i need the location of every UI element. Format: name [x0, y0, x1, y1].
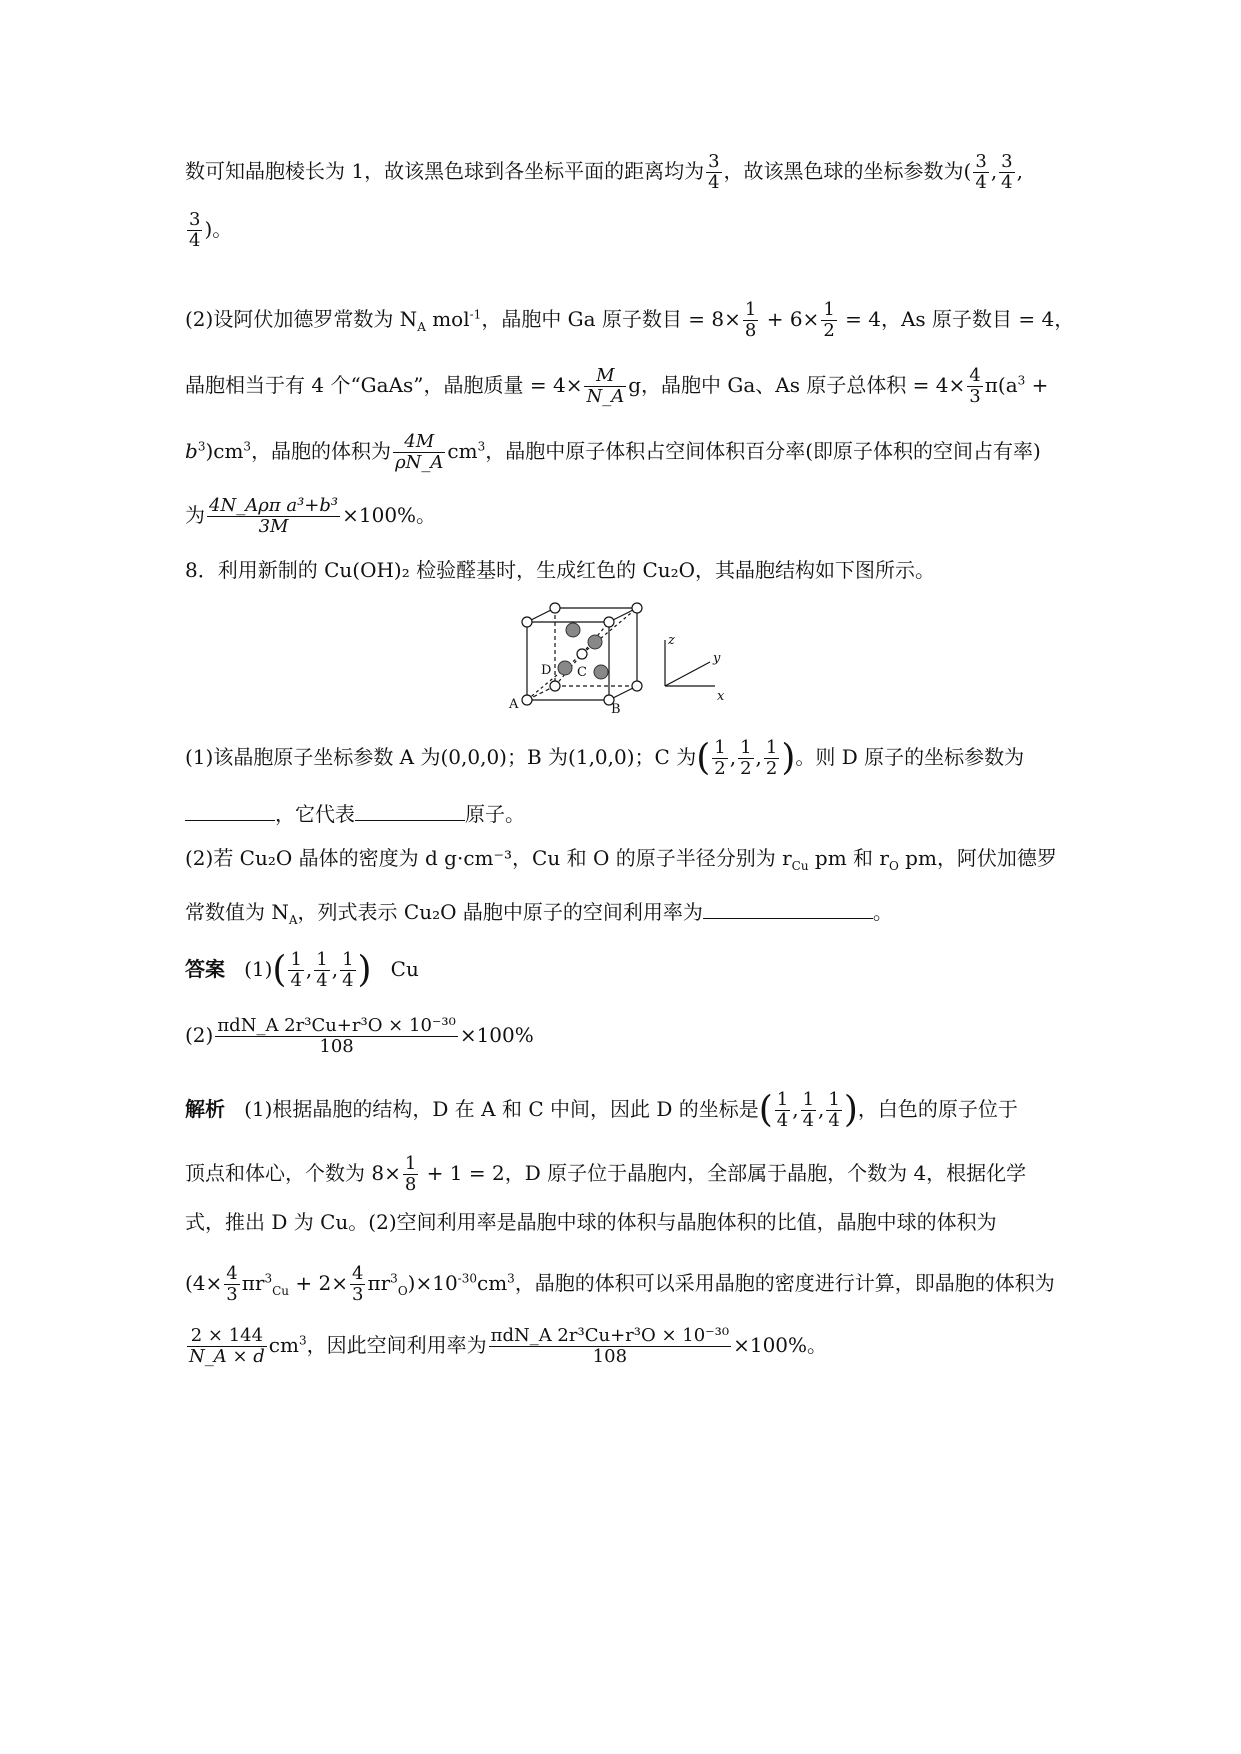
question-8: 8．利用新制的 Cu(OH)₂ 检验醛基时，生成红色的 Cu₂O，其晶胞结构如下图所示。	[185, 558, 936, 582]
fraction: $\frac{3}{4}$	[1001, 151, 1013, 193]
fraction: $\frac{4}{3}$	[969, 365, 981, 407]
q8-part1-blanks: ，它代表 原子。	[185, 800, 1065, 828]
fraction: $\frac{M}{N\_A}$	[586, 365, 625, 407]
axis-label-x: x	[717, 689, 725, 704]
explanation-line-1: 解析 (1)根据晶胞的结构，D 在 A 和 C 中间，因此 D 的坐标是( $\frac{1}{4}$ , $\frac{1}{4}$ , $\frac{1}{4}$ )，白色的原子位于	[185, 1089, 1018, 1131]
q8-part2-line2: 常数值为 $N_A$，列式表示 Cu₂O 晶胞中原子的空间利用率为 。	[185, 900, 893, 927]
crystal-cell-figure	[505, 600, 745, 718]
answer-blank[interactable]	[355, 802, 465, 821]
axis-label-y: y	[713, 651, 721, 666]
fraction: $\frac{4M}{\rho N\_A}$	[395, 431, 444, 473]
text-line-3: (2)设阿伏加德罗常数为 $N_A$ mol$^{-1}$，晶胞中 Ga 原子数目 = 8× $\frac{1}{8}$ + 6× $\frac{1}{2}$ = 4，As 原子数目 = 4，	[185, 299, 1075, 341]
answer-line-1: 答案 (1)( $\frac{1}{4}$ , $\frac{1}{4}$ , $\frac{1}{4}$ ) Cu	[185, 949, 419, 991]
axis-label-z: z	[668, 633, 675, 648]
label-B: B	[611, 702, 621, 717]
label-A: A	[509, 697, 519, 712]
q8-part1: (1)该晶胞原子坐标参数 A 为(0,0,0)；B 为(1,0,0)；C 为( $\frac{1}{2}$ , $\frac{1}{2}$ , $\frac{1}{2}$ )。则 D 原子的坐标参数为	[185, 737, 1025, 779]
text: 数可知晶胞棱长为 1，故该黑色球到各坐标平面的距离均为	[185, 159, 705, 183]
explanation-line-3: 式，推出 D 为 Cu。(2)空间利用率是晶胞中球的体积与晶胞体积的比值，晶胞中球的体积为	[185, 1210, 997, 1234]
fraction: $\frac{1}{8}$	[744, 299, 757, 341]
q8-part2: (2)若 Cu₂O 晶体的密度为 d g·cm⁻³，Cu 和 O 的原子半径分别为 $r_{Cu}$ pm 和 $r_O$ pm，阿伏加德罗	[185, 846, 1057, 873]
fraction: $\frac{3}{4}$	[189, 209, 201, 251]
text-line-6: 为 $\frac{\text{4N\_Aρπ a³+b³}}{3M}$ ×100%。	[185, 495, 437, 537]
answer-blank[interactable]	[703, 900, 873, 919]
text-line-5: $b^3)cm^3$，晶胞的体积为 $\frac{4M}{\rho N\_A}$ $cm^3$，晶胞中原子体积占空间体积百分率(即原子体积的空间占有率)	[185, 431, 1041, 473]
explanation-line-4: (4× $\frac{4}{3}$ $\pi r^3_{Cu} + 2\times$ $\frac{4}{3}$ $\pi r^3_O)\times 10^{-30}cm^3$，晶胞的体积可以采用晶胞的密度进行计算，即晶胞的体积为	[185, 1263, 1055, 1305]
answer-blank[interactable]	[185, 802, 275, 821]
fraction: $\frac{1}{2}$	[823, 299, 835, 341]
text-line-2	[185, 210, 1065, 251]
label-D: D	[541, 663, 552, 678]
text: ，故该黑色球的坐标参数为(	[723, 159, 972, 183]
fraction: $\frac{\text{4N\_Aρπ a³+b³}}{3M}$	[209, 495, 339, 537]
text: )。	[204, 217, 233, 241]
label-C: C	[577, 665, 587, 680]
text-line-1: 数可知晶胞棱长为 1，故该黑色球到各坐标平面的距离均为 $\frac{3}{4}$ ，故该黑色球的坐标参数为( $\frac{3}{4}$ , $\frac{3}{4}$ ,	[185, 151, 1023, 193]
explanation-line-5: $\frac{2 \times 144}{N\_A \times d}$ $cm^3$，因此空间利用率为 $\frac{\text{πdN\_A 2r³Cu+r³O × 10⁻³⁰}}{108}$ ×100%。	[189, 1325, 828, 1367]
answer-line-2: (2) $\frac{\text{πdN\_A 2r³Cu+r³O × 10⁻³⁰}}{108}$ ×100%	[185, 1015, 534, 1057]
explanation-line-2: 顶点和体心，个数为 8× $\frac{1}{8}$ + 1 = 2，D 原子位于晶胞内，全部属于晶胞，个数为 4，根据化学	[185, 1153, 1027, 1195]
text-line-4: 晶胞相当于有 4 个“GaAs”，晶胞质量 = 4× $\frac{M}{N\_A}$ g，晶胞中 Ga、As 原子总体积 = 4× $\frac{4}{3}$ $\pi(a^3$ +	[185, 365, 1049, 407]
fraction: $\frac{3}{4}$	[975, 151, 987, 193]
fraction: $\frac{3}{4}$	[708, 151, 720, 193]
